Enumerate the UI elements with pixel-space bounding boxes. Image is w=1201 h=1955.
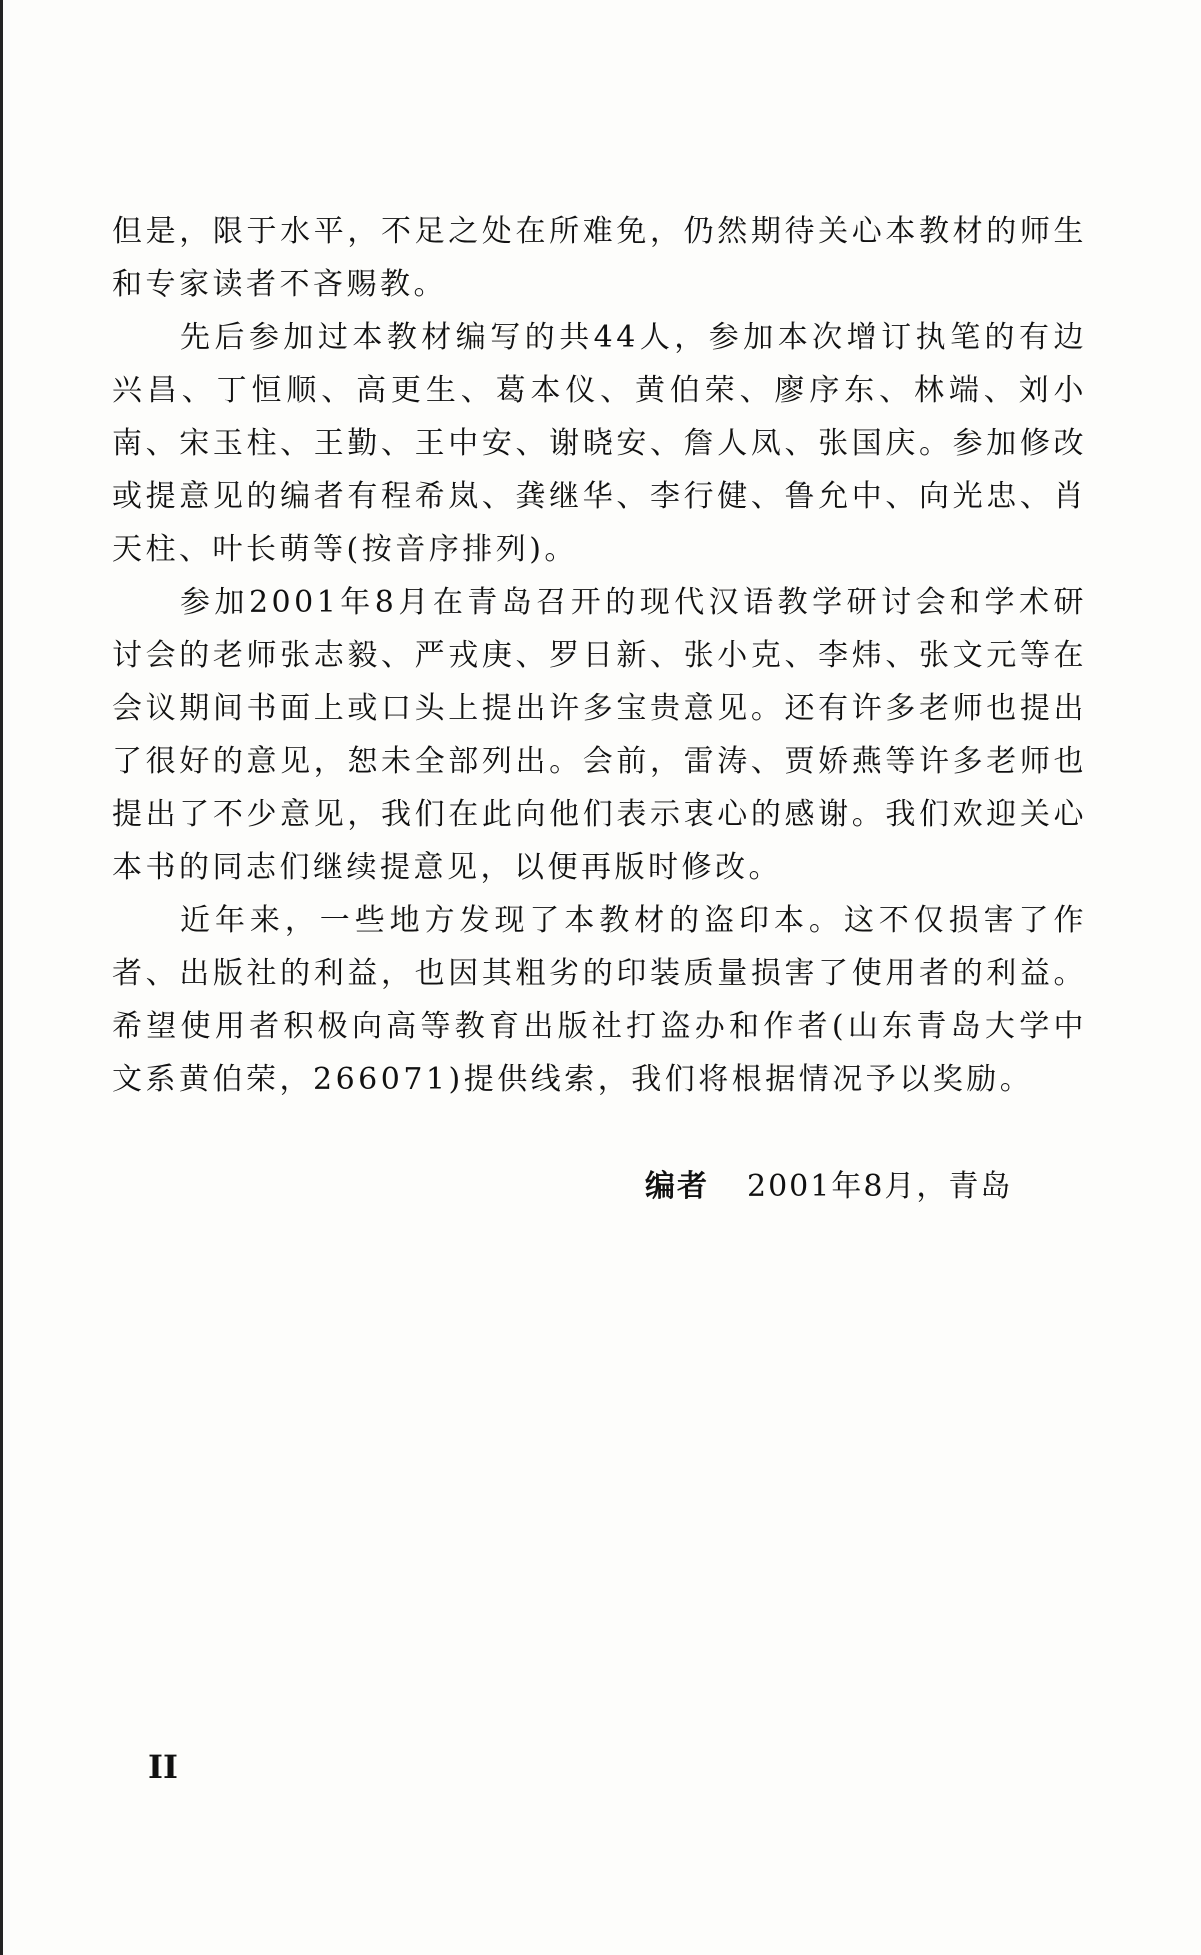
page-edge-rule bbox=[0, 0, 3, 1955]
signature bbox=[645, 1160, 1012, 1213]
paragraph-piracy-notice: 近年来，一些地方发现了本教材的盗印本。这不仅损害了作者、出版社的利益，也因其粗劣的印装质量损害了使用者的利益。希望使用者积极向高等教育出版社打盗办和作者(山东青岛大学中文系黄伯荣，266071)提供线索，我们将根据情况予以奖励。 bbox=[112, 903, 1087, 1097]
paragraph-continuation: 但是，限于水平，不足之处在所难免，仍然期待关心本教材的师生和专家读者不吝赐教。 bbox=[112, 214, 1087, 302]
preface-body bbox=[112, 205, 1087, 1106]
signature-author: 编者 bbox=[645, 1169, 709, 1204]
signature-date-place: 2001年8月，青岛 bbox=[747, 1169, 1013, 1204]
paragraph-contributors: 先后参加过本教材编写的共44人，参加本次增订执笔的有边兴昌、丁恒顺、高更生、葛本仪、黄伯荣、廖序东、林端、刘小南、宋玉柱、王勤、王中安、谢晓安、詹人凤、张国庆。参加修改或提意见的编者有程希岚、龚继华、李行健、鲁允中、向光忠、肖天柱、叶长萌等(按音序排列)。 bbox=[112, 320, 1087, 567]
page-number: II bbox=[148, 1748, 178, 1786]
paragraph-acknowledgements: 参加2001年8月在青岛召开的现代汉语教学研讨会和学术研讨会的老师张志毅、严戎庚、罗日新、张小克、李炜、张文元等在会议期间书面上或口头上提出许多宝贵意见。还有许多老师也提出了很好的意见，恕未全部列出。会前，雷涛、贾娇燕等许多老师也提出了不少意见，我们在此向他们表示衷心的感谢。我们欢迎关心本书的同志们继续提意见，以便再版时修改。 bbox=[112, 585, 1087, 885]
